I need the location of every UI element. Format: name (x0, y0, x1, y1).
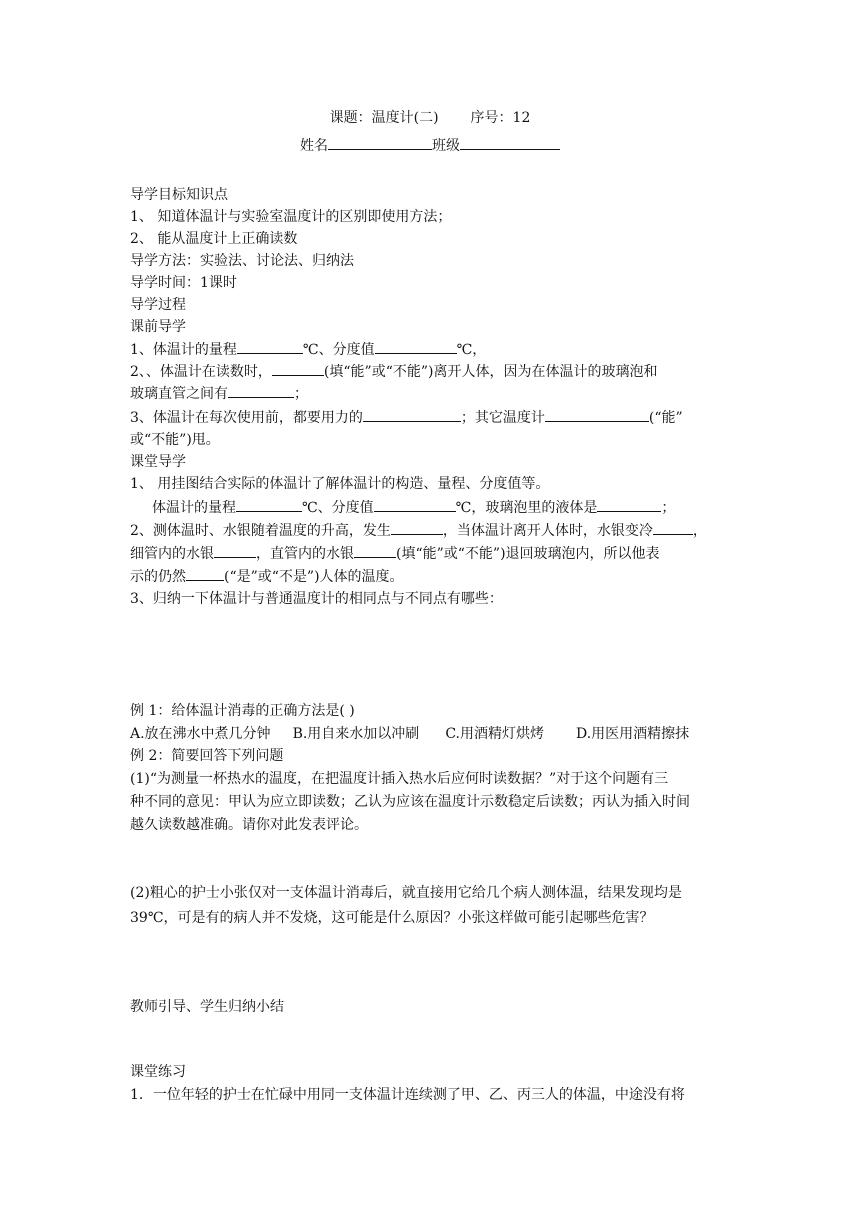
goal-item-1: 1、 知道体温计与实验室温度计的区别即使用方法； (130, 209, 452, 225)
class-question-2 (130, 520, 740, 542)
example-1-stem: 例 1：给体温计消毒的正确方法是( ) (130, 703, 355, 719)
class-blank[interactable] (460, 135, 560, 150)
name-label: 姓名 (300, 138, 328, 154)
cls-q1b-text-2: ℃、分度值 (302, 500, 374, 516)
example-2-part2-line2: 39℃，可是有的病人并不发烧，这可能是什么原因？小张这样做可能引起哪些危害？ (130, 910, 654, 926)
class-range-blank[interactable] (236, 497, 302, 512)
structure-blank[interactable] (228, 383, 294, 398)
pre-q2-text-3: 玻璃直管之间有 (130, 386, 228, 402)
expansion-blank[interactable] (391, 520, 443, 535)
title-line (0, 107, 860, 129)
class-label: 班级 (432, 138, 460, 154)
class-question-2-cont (130, 543, 740, 565)
cls-q2-text: 2、测体温时、水银随着温度的升高，发生 (130, 523, 391, 539)
thin-tube-blank[interactable] (214, 543, 256, 558)
method-line: 导学方法：实验法、讨论法、归纳法 (130, 253, 354, 269)
class-question-1: 1、 用挂图结合实际的体温计了解体温计的构造、量程、分度值等。 (130, 476, 550, 492)
cooling-blank[interactable] (653, 520, 693, 535)
in-class-heading: 课堂导学 (130, 454, 186, 470)
pre-q3-text: 3、体温计在每次使用前，都要用力的 (130, 410, 363, 426)
option-b[interactable]: B.用自来水加以冲刷 (292, 726, 420, 742)
serial-number: 序号：12 (470, 110, 531, 126)
cls-q2d-text-3: (填“能”或“不能”)退回玻璃泡内，所以他表 (396, 546, 660, 562)
pre-q2-text-4: ； (294, 386, 308, 402)
class-question-3: 3、归纳一下体温计与普通温度计的相同点与不同点有哪些： (130, 591, 503, 607)
example-2-stem: 例 2：简要回答下列问题 (130, 748, 284, 764)
liquid-blank[interactable] (597, 497, 661, 512)
pre-question-3 (130, 407, 740, 429)
cls-q1b-text: 体温计的量程 (152, 500, 236, 516)
pre-q1-text: 1、体温计的量程 (130, 342, 237, 358)
student-info-line (0, 135, 860, 157)
class-question-1b (152, 497, 762, 519)
example-2-part1-line3: 越久读数越准确。请你对此发表评论。 (130, 817, 368, 833)
practice-heading: 课堂练习 (130, 1064, 186, 1080)
option-a[interactable]: A.放在沸水中煮几分钟 (130, 726, 271, 742)
time-line: 导学时间：1课时 (130, 275, 237, 291)
example-2-part1-line1: (1)“为测量一杯热水的温度，在把温度计插入热水后应何时读数据？”对于这个问题有三 (130, 771, 669, 787)
name-blank[interactable] (328, 135, 432, 150)
class-division-blank[interactable] (374, 497, 456, 512)
cls-q2-text-3: ， (692, 523, 707, 539)
cls-q2-text-2: ，当体温计离开人体时，水银变冷 (442, 523, 653, 539)
straight-tube-blank[interactable] (354, 543, 396, 558)
practice-question-1: 1．一位年轻的护士在忙碌中用同一支体温计连续测了甲、乙、丙三人的体温，中途没有将 (130, 1087, 685, 1103)
pre-question-2 (130, 361, 740, 383)
goal-item-2: 2、 能从温度计上正确读数 (130, 231, 298, 247)
cls-q2e-text-2: (“是”或“不是”)人体的温度。 (224, 569, 404, 585)
division-blank[interactable] (375, 339, 457, 354)
lesson-title: 课题：温度计(二) (329, 110, 439, 126)
summary-heading: 教师引导、学生归纳小结 (130, 999, 284, 1015)
cls-q2d-text-2: ，直管内的水银 (256, 546, 354, 562)
process-heading: 导学过程 (130, 297, 186, 313)
range-blank[interactable] (237, 339, 303, 354)
cls-q1b-text-4: ； (661, 500, 676, 516)
cls-q1b-text-3: ℃，玻璃泡里的液体是 (455, 500, 598, 516)
example-2-part1-line2: 种不同的意见：甲认为应立即读数；乙认为应该在温度计示数稳定后读数；丙认为插入时间 (130, 794, 690, 810)
pre-q2-text: 2、、体温计在读数时， (130, 364, 272, 380)
example-1-options (130, 723, 740, 745)
pre-q3-text-2: ；其它温度计 (460, 410, 545, 426)
pre-q2-text-2: (填“能”或“不能”)离开人体，因为在体温计的玻璃泡和 (323, 364, 658, 380)
class-question-2-end (130, 566, 740, 588)
is-body-temp-blank[interactable] (186, 566, 224, 581)
option-c[interactable]: C.用酒精灯烘烤 (445, 726, 544, 742)
pre-question-1 (130, 339, 740, 361)
shake-blank[interactable] (363, 407, 461, 422)
pre-question-3-cont: 或“不能”)甩。 (130, 432, 220, 448)
leave-body-blank[interactable] (272, 361, 324, 376)
other-thermometer-blank[interactable] (545, 407, 649, 422)
pre-question-2-cont (130, 383, 740, 405)
pre-q3-text-3: (“能” (648, 410, 683, 426)
option-d[interactable]: D.用医用酒精擦抹 (575, 726, 690, 742)
goals-heading: 导学目标知识点 (130, 187, 228, 203)
pre-q1-text-3: ℃， (456, 342, 487, 358)
cls-q2d-text: 细管内的水银 (130, 546, 214, 562)
cls-q2e-text: 示的仍然 (130, 569, 186, 585)
example-2-part2-line1: (2)粗心的护士小张仅对一支体温计消毒后，就直接用它给几个病人测体温，结果发现均是 (130, 885, 682, 901)
pre-q1-text-2: ℃、分度值 (302, 342, 375, 358)
pre-class-heading: 课前导学 (130, 319, 186, 335)
